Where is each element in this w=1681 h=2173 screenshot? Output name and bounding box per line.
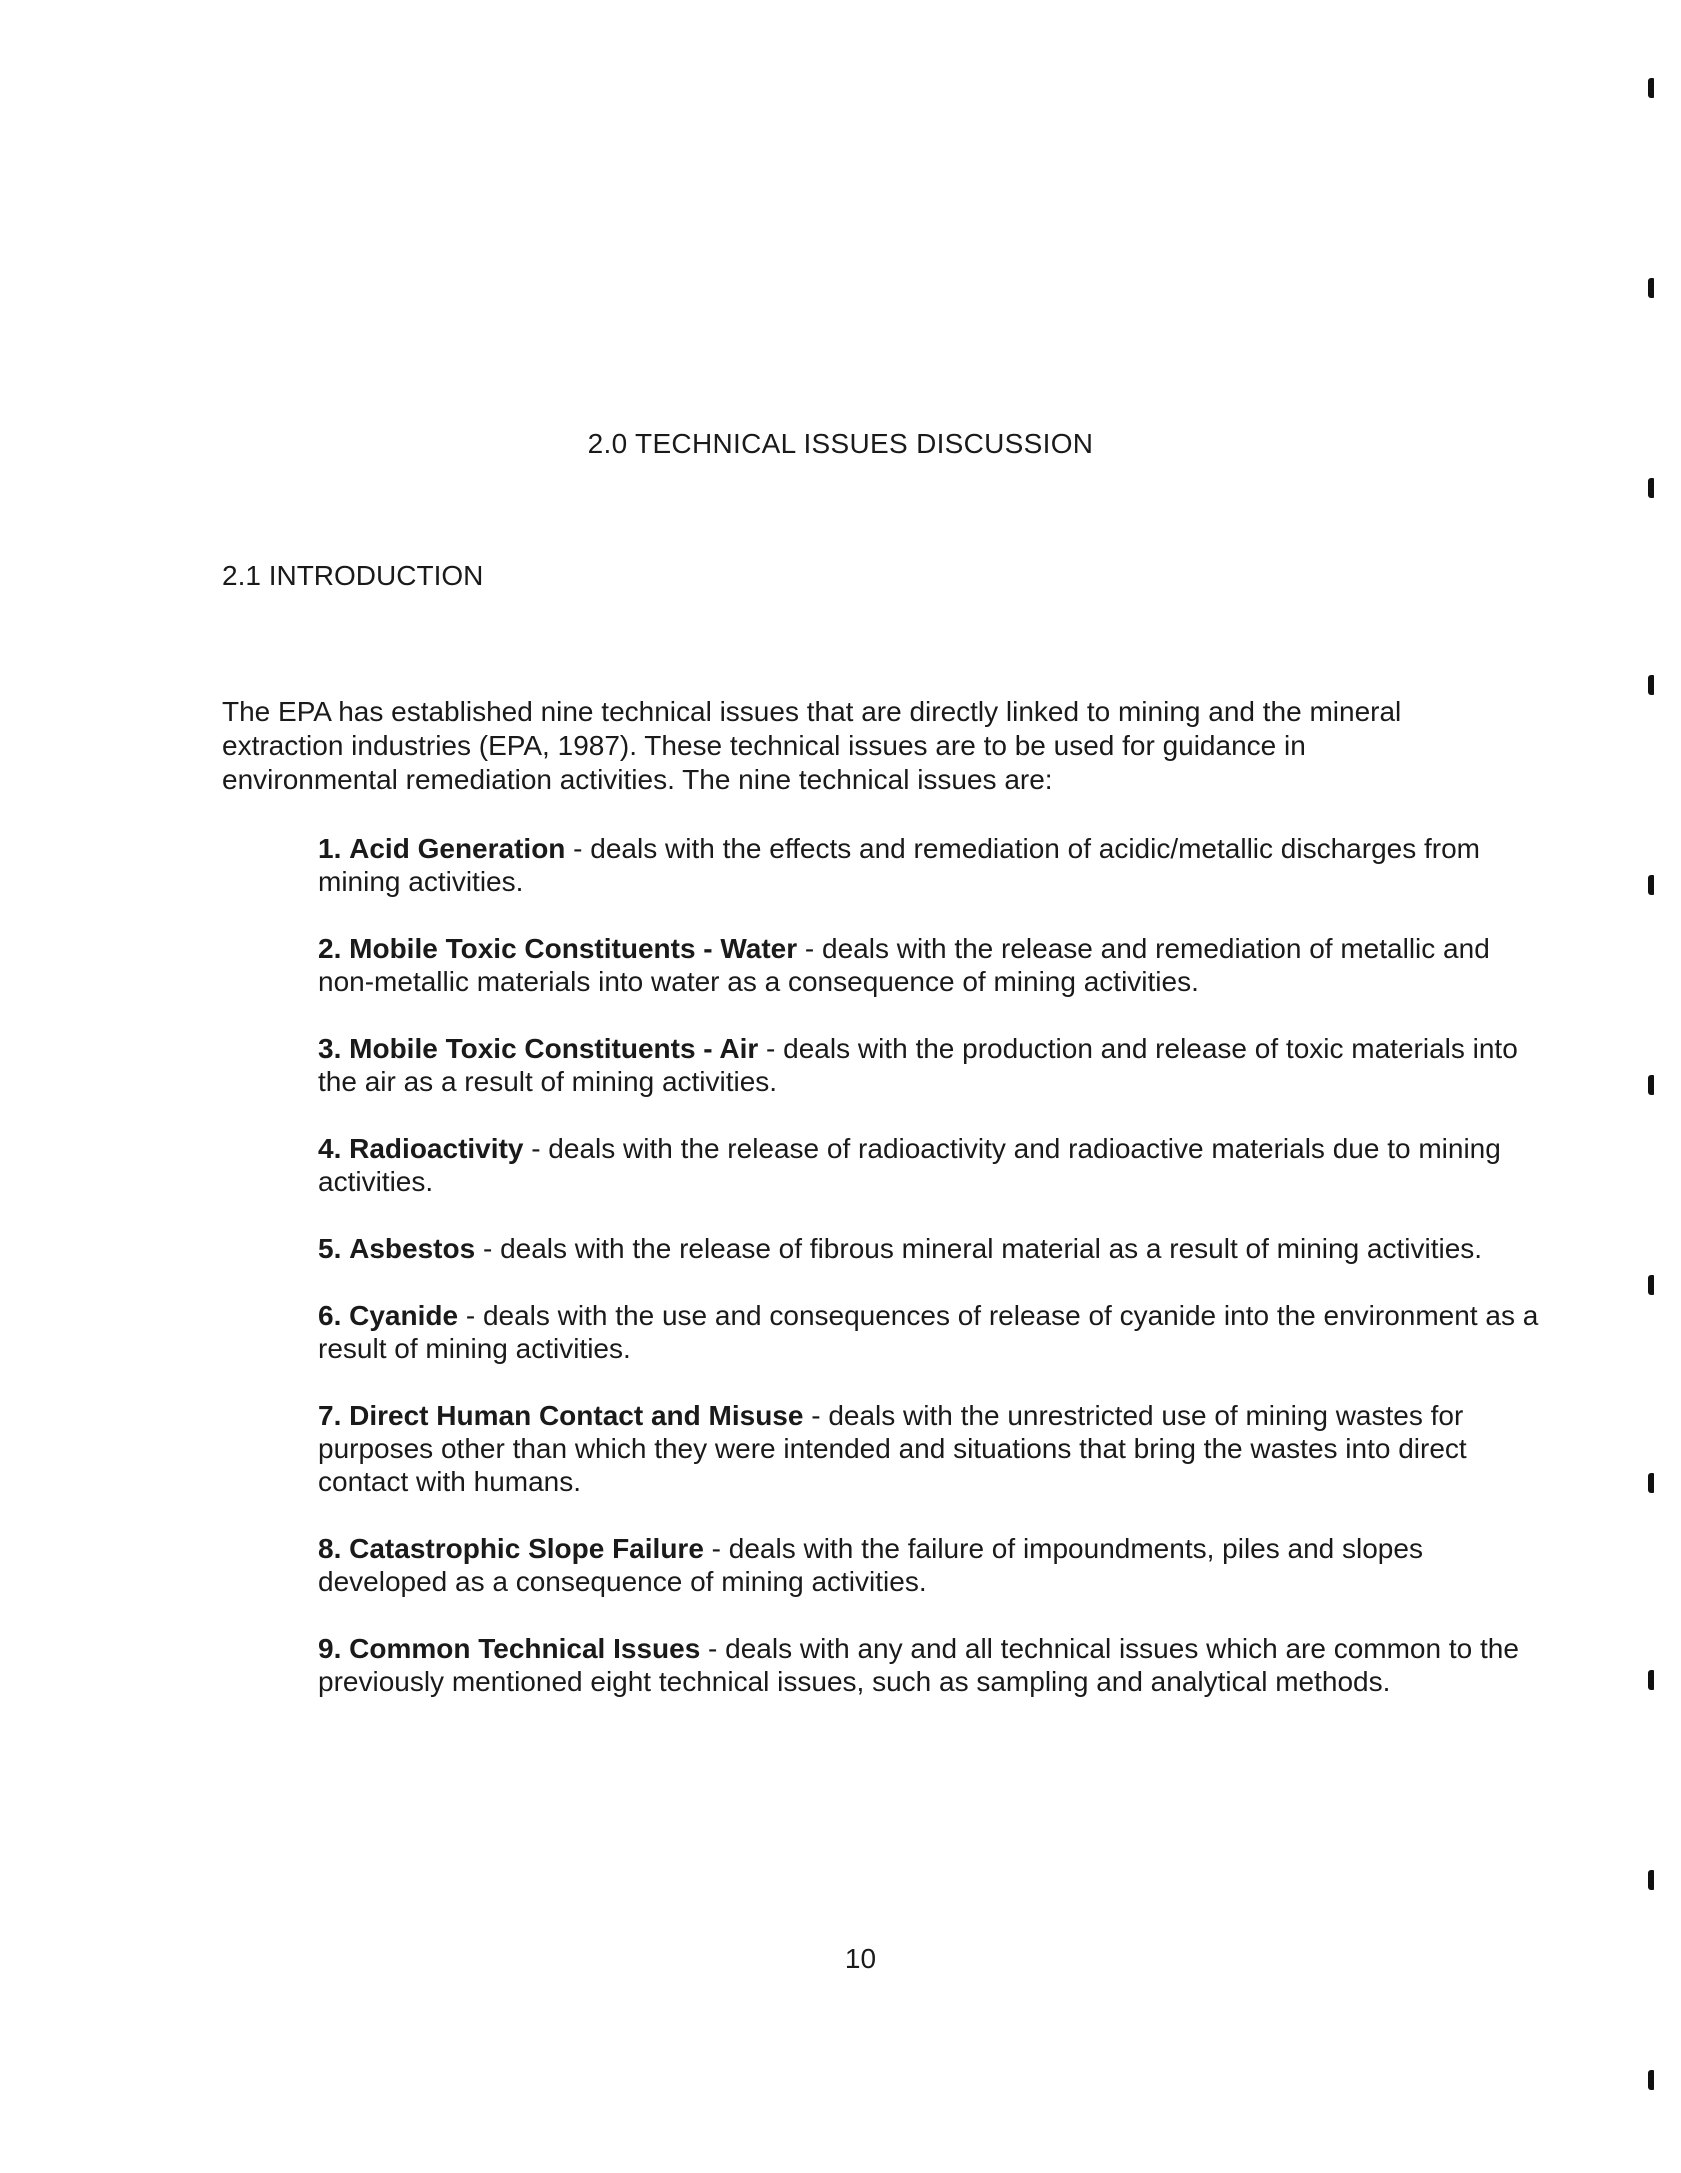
issue-number: 7. [318,1400,342,1431]
scan-edge-mark [1648,675,1654,695]
list-item [318,1532,1548,1598]
issue-number: 5. [318,1233,342,1264]
issue-name: Catastrophic Slope Failure [349,1533,704,1564]
scan-edge-mark [1648,1275,1654,1295]
list-item [318,1232,1548,1265]
scan-edge-mark [1648,478,1654,498]
scan-edge-mark [1648,1075,1654,1095]
issue-number: 2. [318,933,342,964]
issue-description: - deals with the effects and remediation of acidic/metallic discharges from mining activities. [318,833,1480,897]
issue-name: Radioactivity [349,1133,524,1164]
issue-number: 8. [318,1533,342,1564]
scan-edge-mark [1648,2070,1654,2090]
technical-issues-list [318,832,1548,1732]
issue-name: Direct Human Contact and Misuse [349,1400,804,1431]
issue-number: 6. [318,1300,342,1331]
issue-name: Common Technical Issues [349,1633,701,1664]
section-title: 2.0 TECHNICAL ISSUES DISCUSSION [587,428,1094,459]
issue-name: Mobile Toxic Constituents - Air [349,1033,759,1064]
issue-number: 9. [318,1633,342,1664]
list-item [318,1399,1548,1498]
issue-name: Acid Generation [349,833,566,864]
subsection-title: 2.1 INTRODUCTION [222,560,484,591]
scan-edge-mark [1648,278,1654,298]
list-item [318,1299,1548,1365]
scan-edge-mark [1648,1870,1654,1890]
intro-paragraph: The EPA has established nine technical issues that are directly linked to mining and the mineral extraction industries (EPA, 1987). These technical issues are to be used for guidance in environmental remediation activities. The nine technical issues are: [222,696,1402,795]
list-item [318,932,1548,998]
issue-name: Mobile Toxic Constituents - Water [349,933,798,964]
issue-description: - deals with any and all technical issues which are common to the previously mentioned eight technical issues, such as sampling and analytical methods. [318,1633,1519,1697]
issue-number: 4. [318,1133,342,1164]
issue-description: - deals with the release of radioactivity and radioactive materials due to mining activities. [318,1133,1501,1197]
issue-name: Cyanide [349,1300,459,1331]
scan-edge-mark [1648,875,1654,895]
issue-description: - deals with the unrestricted use of mining wastes for purposes other than which they were intended and situations that bring the wastes into direct contact with humans. [318,1400,1467,1497]
page-number: 10 [844,1943,877,1974]
list-item [318,1632,1548,1698]
issue-number: 1. [318,833,342,864]
list-item [318,832,1548,898]
issue-description: - deals with the release of fibrous mineral material as a result of mining activities. [475,1233,1483,1264]
issue-description: - deals with the release and remediation of metallic and non-metallic materials into water as a consequence of mining activities. [318,933,1490,997]
scan-edge-mark [1648,1670,1654,1690]
scan-edge-mark [1648,78,1654,98]
issue-description: - deals with the failure of impoundments, piles and slopes developed as a consequence of mining activities. [318,1533,1423,1597]
issue-number: 3. [318,1033,342,1064]
issue-name: Asbestos [349,1233,476,1264]
issue-description: - deals with the use and consequences of release of cyanide into the environment as a result of mining activities. [318,1300,1539,1364]
issue-description: - deals with the production and release of toxic materials into the air as a result of mining activities. [318,1033,1518,1097]
scan-edge-mark [1648,1473,1654,1493]
list-item [318,1032,1548,1098]
list-item [318,1132,1548,1198]
